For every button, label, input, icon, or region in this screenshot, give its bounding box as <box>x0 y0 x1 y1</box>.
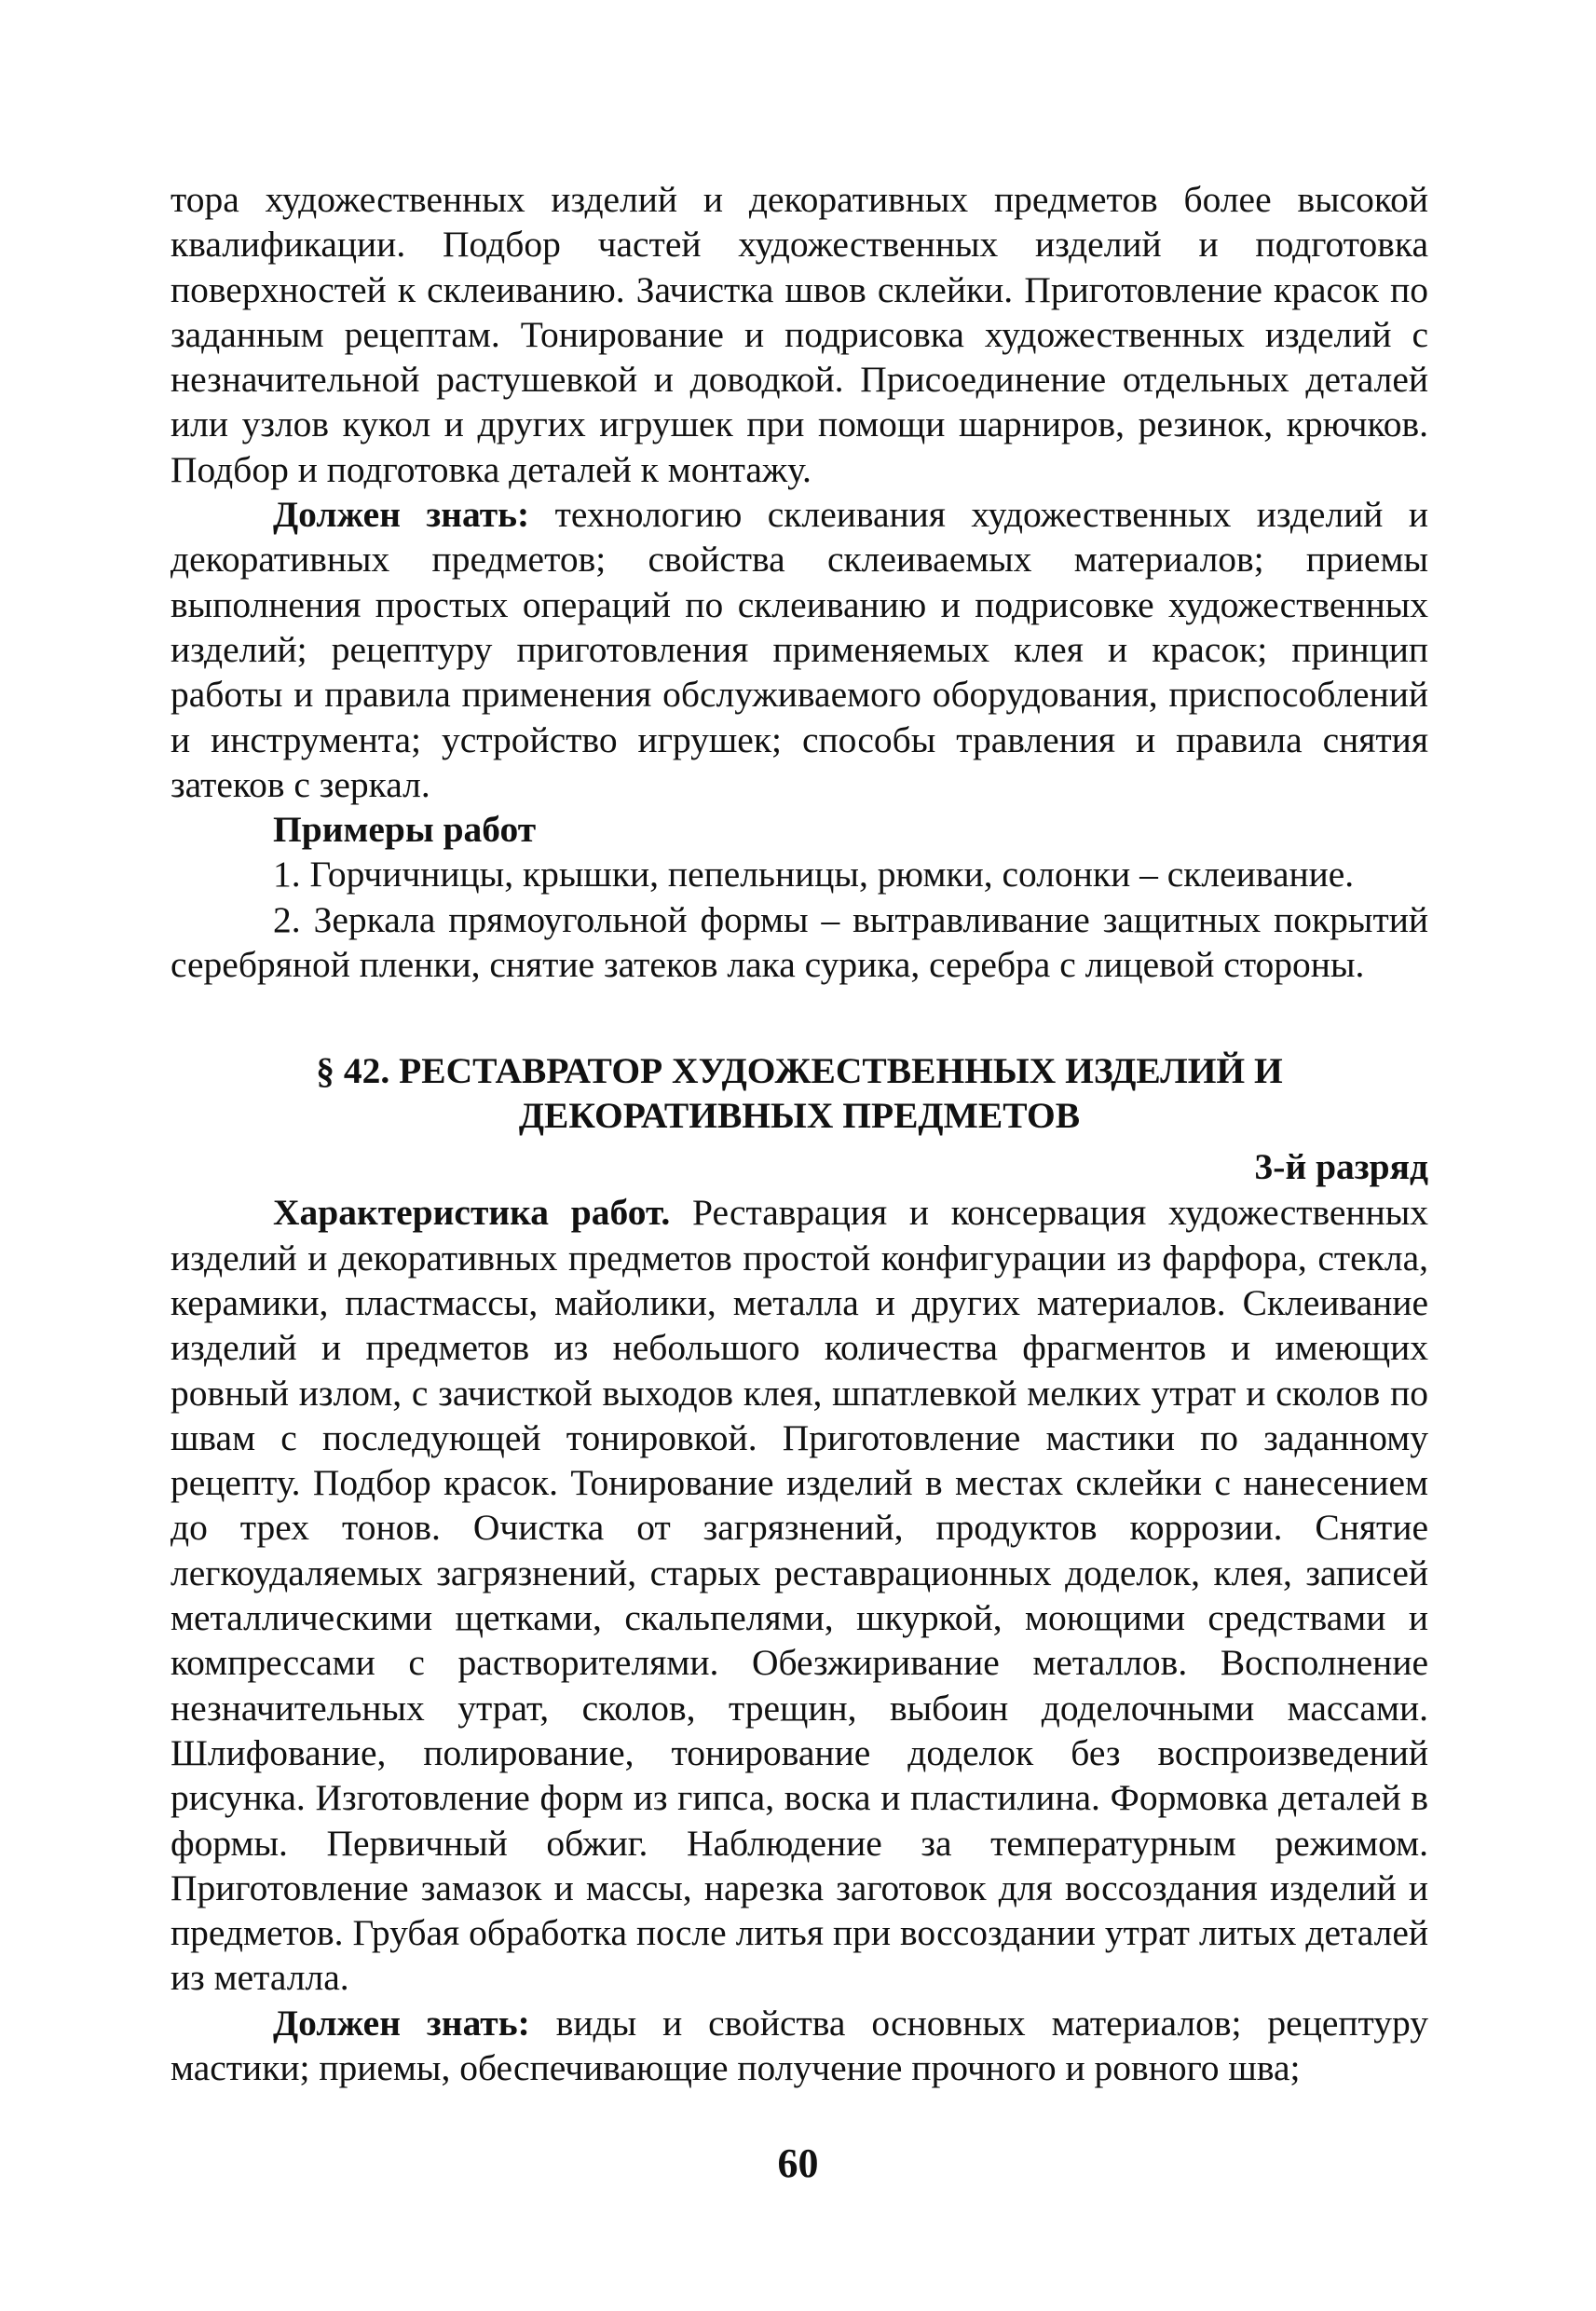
section-title-line-1: § 42. РЕСТАВРАТОР ХУДОЖЕСТВЕННЫХ ИЗДЕЛИЙ И <box>316 1050 1283 1092</box>
example-item-2: 2. Зеркала прямоугольной формы – вытравливание защитных покрытий серебряной пленки, снятие затеков лака сурика, серебра с лицевой стороны. <box>171 898 1428 986</box>
work-characteristics-text: Реставрация и консервация художественных изделий и декоративных предметов простой конфигурации из фарфора, стекла, керамики, пластмассы, майолики, металла и других материалов. Склеивание изделий и предметов из небольшого количества фрагментов и имеющих ровный излом, с зачисткой выходов клея, шпатлевкой мелких утрат и сколов по швам с последующей тонировкой. Приготовление мастики по заданному рецепту. Подбор красок. Тонирование изделий в местах склейки с нанесением до трех тонов. Очистка от загрязнений, продуктов коррозии. Снятие легкоудаляемых загрязнений, старых реставрационных доделок, клея, записей металлическими щетками, скальпелями, шкуркой, моющими средствами и компрессами с растворителями. Обезжиривание металлов. Восполнение незначительных утрат, сколов, трещин, выбоин доделочными массами. Шлифование, полирование, тонирование доделок без воспроизведений рисунка. Изготовление форм из гипса, воска и пластилина. Формовка деталей в формы. Первичный обжиг. Наблюдение за температурным режимом. Приготовление замазок и массы, нарезка заготовок для воссоздания изделий и предметов. Грубая обработка после литья при воссоздании утрат литых деталей из металла. <box>171 1192 1428 1999</box>
continued-paragraph: тора художественных изделий и декоративных предметов более высокой квалификации. Подбор частей художественных изделий и подготовка поверхностей к склеиванию. Зачистка швов склейки. Приготовление красок по заданным рецептам. Тонирование и подрисовка художественных изделий с незначительной растушевкой и доводкой. Присоединение отдельных деталей или узлов кукол и других игрушек при помощи шарниров, резинок, крючков. Подбор и подготовка деталей к монтажу. <box>171 179 1428 490</box>
section-title <box>171 1048 1428 1138</box>
page-number: 60 <box>777 2140 819 2186</box>
must-know-label-2: Должен знать: <box>273 2002 530 2044</box>
page-content <box>171 177 1428 2090</box>
must-know-text-2: виды и свойства основных материалов; рецептуру мастики; приемы, обеспечивающие получение прочного и ровного шва; <box>171 2002 1428 2088</box>
work-characteristics-label: Характеристика работ. <box>273 1192 671 1234</box>
must-know-paragraph-1 <box>171 492 1428 807</box>
example-item-1: 1. Горчичницы, крышки, пепельницы, рюмки, солонки – склеивание. <box>273 854 1355 896</box>
section-title-line-2: ДЕКОРАТИВНЫХ ПРЕДМЕТОВ <box>518 1095 1081 1137</box>
grade-label: 3-й разряд <box>1254 1146 1428 1188</box>
must-know-label-1: Должен знать: <box>273 494 530 536</box>
work-characteristics-paragraph <box>171 1190 1428 2000</box>
examples-heading: Примеры работ <box>273 809 537 851</box>
must-know-paragraph-2 <box>171 2001 1428 2091</box>
must-know-text-1: технологию склеивания художественных изделий и декоративных предметов; свойства склеиваемых материалов; приемы выполнения простых операций по склеиванию и подрисовке художественных изделий; рецептуру приготовления применяемых клея и красок; принцип работы и правила применения обслуживаемого оборудования, приспособлений и инструмента; устройство игрушек; способы травления и правила снятия затеков с зеркал. <box>171 494 1428 805</box>
